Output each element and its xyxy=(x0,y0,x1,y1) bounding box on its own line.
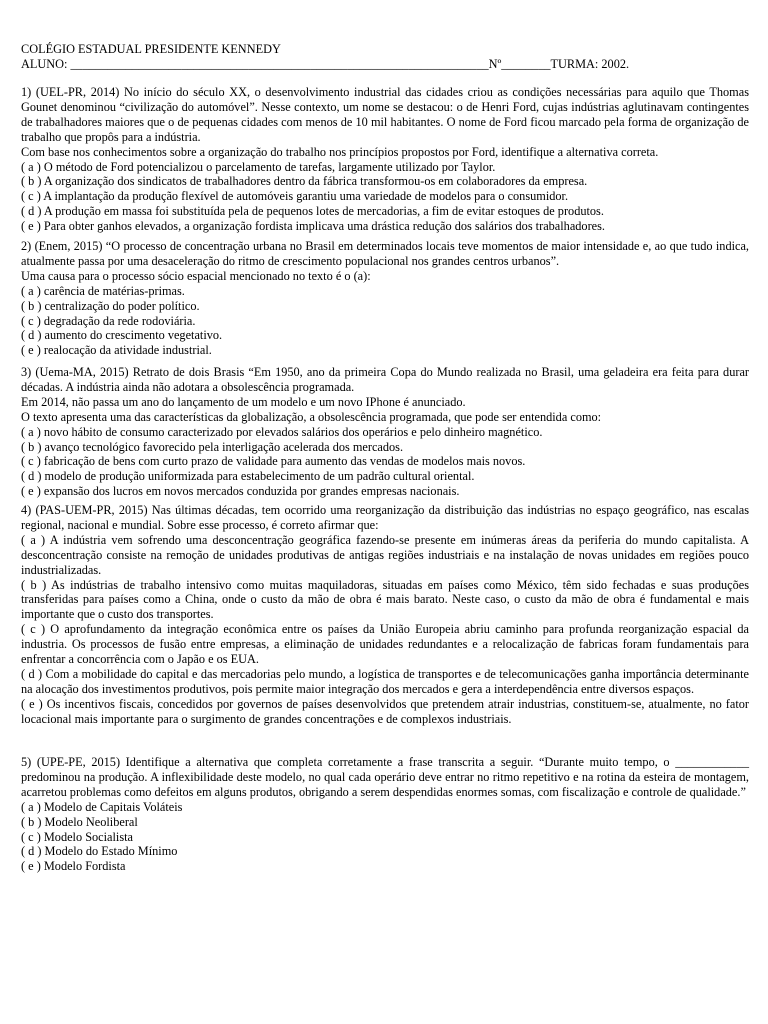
question-4-option-a[interactable]: ( a ) A indústria vem sofrendo uma desconcentração geográfica fazendo-se presente em inúmeras áreas da periferia do mundo capitalista. A desconcentração consiste na remoção de unidades produtivas de antigas regiões industriais e na instalação de novas unidades em regiões pouco industrializadas. xyxy=(21,532,749,577)
question-2-prompt: Uma causa para o processo sócio espacial mencionado no texto é o (a): xyxy=(21,268,371,283)
question-2-option-a[interactable]: ( a ) carência de matérias-primas. xyxy=(21,283,185,298)
question-1-option-c[interactable]: ( c ) A implantação da produção flexível de automóveis garantiu uma variedade de modelos para o consumidor. xyxy=(21,189,569,204)
question-3-prompt: O texto apresenta uma das características da globalização, a obsolescência programada, que pode ser entendida como: xyxy=(21,409,602,424)
question-1-option-e[interactable]: ( e ) Para obter ganhos elevados, a organização fordista implicava uma drástica redução dos salários dos trabalhadores. xyxy=(21,219,605,234)
question-3-option-b[interactable]: ( b ) avanço tecnológico favorecido pela interligação acelerada dos mercados. xyxy=(21,439,404,454)
question-3-stem: 3) (Uema-MA, 2015) Retrato de dois Brasis “Em 1950, ano da primeira Copa do Mundo realizada no Brasil, uma geladeira era feita para durar décadas. A indústria ainda não adotara a obsolescência programada. xyxy=(21,365,749,394)
question-3-context: Em 2014, não passa um ano do lançamento de um modelo e um novo IPhone é anunciado. xyxy=(21,394,466,409)
question-2-option-e[interactable]: ( e ) realocação da atividade industrial. xyxy=(21,343,212,358)
question-4-option-e[interactable]: ( e ) Os incentivos fiscais, concedidos por governos de países desenvolvidos que pretendem atrair industrias, constituem-se, atualmente, no fator locacional mais importante para o surgimento de grandes concentrações e de complexos industriais. xyxy=(21,696,749,726)
question-1-stem: 1) (UEL-PR, 2014) No início do século XX, o desenvolvimento industrial das cidades criou as condições necessárias para aquilo que Thomas Gounet denominou “civilização do automóvel”. Nesse contexto, um nome se destacou: o de Henri Ford, cujas indústrias aglutinavam contingentes de trabalhadores maiores que o de pequenas cidades com menos de 10 mil habitantes. O nome de Ford ficou marcado pela forma de organização de trabalho que propôs para a indústria. xyxy=(21,85,749,144)
question-4-stem: 4) (PAS-UEM-PR, 2015) Nas últimas décadas, tem ocorrido uma reorganização da distribuição das indústrias no espaço geográfico, nas escalas regional, nacional e mundial. Sobre esse processo, é correto afirmar que: xyxy=(21,503,749,532)
question-1-prompt: Com base nos conhecimentos sobre a organização do trabalho nos princípios propostos por Ford, identifique a alternativa correta. xyxy=(21,144,659,159)
question-3 xyxy=(21,365,749,499)
question-2-option-c[interactable]: ( c ) degradação da rede rodoviária. xyxy=(21,313,196,328)
question-5-stem: 5) (UPE-PE, 2015) Identifique a alternativa que completa corretamente a frase transcrita a seguir. “Durante muito tempo, o ____________ predominou na produção. A inflexibilidade deste modelo, no qual cada operário deve entrar no ritmo repetitivo e na rotina da esteira de montagem, acarretou problemas como defeitos em alguns produtos, obrigando a serem despendidas enormes somas, com fiscalização e controle de qualidade.” xyxy=(21,755,749,799)
question-4-option-b[interactable]: ( b ) As indústrias de trabalho intensivo como muitas maquiladoras, situadas em países como México, têm sido fechadas e suas produções transferidas para países como a China, onde o custo da mão de obra é mais barato. Neste caso, o custo da mão de obra é fundamental e mais importante que o custo dos transportes. xyxy=(21,577,749,622)
question-3-option-d[interactable]: ( d ) modelo de produção uniformizada para estabelecimento de um padrão cultural oriental. xyxy=(21,469,475,484)
question-2-stem: 2) (Enem, 2015) “O processo de concentração urbana no Brasil em determinados locais teve momentos de maior intensidade e, ao que tudo indica, atualmente passa por uma desaceleração do ritmo de crescimento populacional nos grandes centros urbanos”. xyxy=(21,239,749,268)
question-2 xyxy=(21,239,749,358)
question-2-option-b[interactable]: ( b ) centralização do poder político. xyxy=(21,298,200,313)
question-5-option-b[interactable]: ( b ) Modelo Neoliberal xyxy=(21,814,138,829)
school-name: COLÉGIO ESTADUAL PRESIDENTE KENNEDY xyxy=(21,42,281,56)
question-3-option-c[interactable]: ( c ) fabricação de bens com curto prazo de validade para aumento das vendas de modelos mais novos. xyxy=(21,454,526,469)
question-5-option-c[interactable]: ( c ) Modelo Socialista xyxy=(21,829,134,844)
question-1-option-a[interactable]: ( a ) O método de Ford potencializou o parcelamento de tarefas, largamente utilizado por Taylor. xyxy=(21,159,496,174)
question-3-option-a[interactable]: ( a ) novo hábito de consumo caracterizado por elevados salários dos operários e pelo dinheiro magnético. xyxy=(21,424,543,439)
question-5-option-d[interactable]: ( d ) Modelo do Estado Mínimo xyxy=(21,844,178,859)
question-5 xyxy=(21,755,749,874)
question-4-option-d[interactable]: ( d ) Com a mobilidade do capital e das mercadorias pelo mundo, a logística de transportes e de telecomunicações ganha importância determinante na alocação dos investimentos produtivos, pois permite maior integração dos mercados e gera a interdependência entre diversos espaços. xyxy=(21,666,749,696)
question-3-option-e[interactable]: ( e ) expansão dos lucros em novos mercados conduzida por grandes empresas nacionais. xyxy=(21,484,460,499)
question-4-option-c[interactable]: ( c ) O aprofundamento da integração econômica entre os países da União Europeia abriu caminho para profunda reorganização espacial da industria. Os processos de fusão entre empresas, a eliminação de unidades redundantes e a relocalização de fabricas foram fundamentais para enfrentar a concorrência com o Japão e os EUA. xyxy=(21,622,749,667)
question-1-option-d[interactable]: ( d ) A produção em massa foi substituída pela de pequenos lotes de mercadorias, a fim de evitar estoques de produtos. xyxy=(21,204,604,219)
question-1 xyxy=(21,85,749,234)
question-5-option-e[interactable]: ( e ) Modelo Fordista xyxy=(21,859,126,874)
question-5-option-a[interactable]: ( a ) Modelo de Capitais Voláteis xyxy=(21,799,183,814)
question-1-option-b[interactable]: ( b ) A organização dos sindicatos de trabalhadores dentro da fábrica transformou-os em colaboradores da empresa. xyxy=(21,174,588,189)
question-2-option-d[interactable]: ( d ) aumento do crescimento vegetativo. xyxy=(21,328,223,343)
student-line: ALUNO: ____________________________________________________________________Nº________TURMA: 2002. xyxy=(21,57,630,71)
question-4 xyxy=(21,503,749,727)
